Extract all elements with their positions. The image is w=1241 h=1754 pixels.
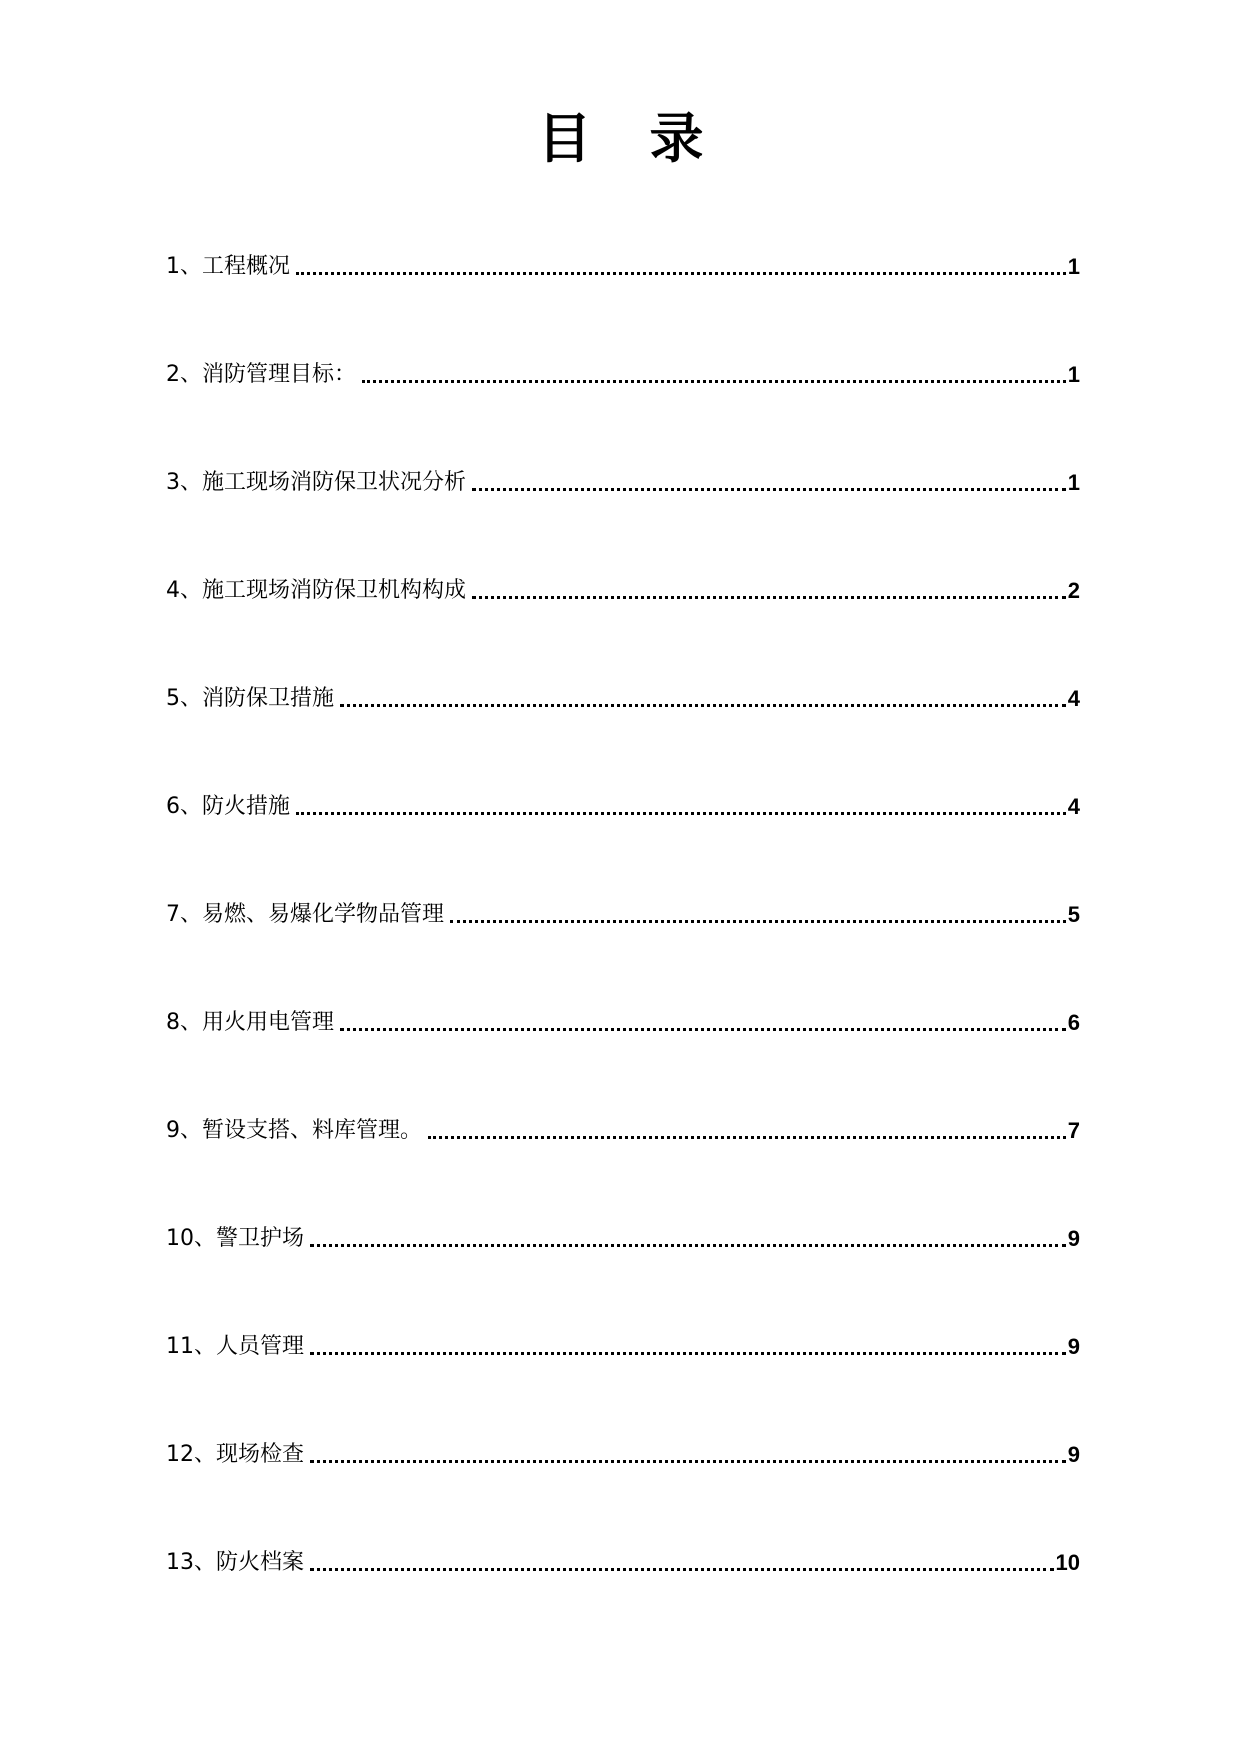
toc-label: 3、施工现场消防保卫状况分析	[166, 470, 466, 495]
toc-page-number: 1	[1067, 470, 1080, 495]
toc-entry-11[interactable]	[166, 1332, 1080, 1440]
toc-entry-6[interactable]	[166, 792, 1080, 900]
toc-label: 13、防火档案	[166, 1550, 304, 1575]
toc-entry-12[interactable]	[166, 1440, 1080, 1548]
toc-leader-dots	[310, 1224, 1066, 1247]
toc-page-number: 1	[1067, 254, 1080, 279]
toc-entry-10[interactable]	[166, 1224, 1080, 1332]
toc-label: 8、用火用电管理	[166, 1010, 334, 1035]
toc-label: 12、现场检查	[166, 1442, 304, 1467]
toc-label: 7、易燃、易爆化学物品管理	[166, 902, 444, 927]
toc-label: 4、施工现场消防保卫机构构成	[166, 578, 466, 603]
toc-label: 5、消防保卫措施	[166, 686, 334, 711]
toc-page-number: 4	[1067, 794, 1080, 819]
toc-entry-8[interactable]	[166, 1008, 1080, 1116]
toc-page-number: 5	[1067, 902, 1080, 927]
toc-leader-dots	[450, 900, 1066, 923]
toc-leader-dots	[428, 1116, 1066, 1139]
toc-page-number: 7	[1067, 1118, 1080, 1143]
toc-label: 11、人员管理	[166, 1334, 304, 1359]
title-char-2: 录	[649, 107, 704, 170]
toc-page-number: 9	[1067, 1442, 1080, 1467]
page-title	[0, 107, 1241, 170]
toc-leader-dots	[472, 576, 1066, 599]
toc-page-number: 1	[1067, 362, 1080, 387]
toc-leader-dots	[310, 1332, 1066, 1355]
toc-entry-4[interactable]	[166, 576, 1080, 684]
toc-label: 1、工程概况	[166, 254, 290, 279]
toc-page-number: 10	[1055, 1550, 1080, 1575]
toc-label: 6、防火措施	[166, 794, 290, 819]
toc-label: 2、消防管理目标：	[166, 362, 356, 387]
toc-page-number: 9	[1067, 1334, 1080, 1359]
toc-entry-7[interactable]	[166, 900, 1080, 1008]
toc-leader-dots	[310, 1440, 1066, 1463]
toc-leader-dots	[340, 684, 1066, 707]
title-char-1: 目	[537, 107, 592, 170]
toc-page-number: 6	[1067, 1010, 1080, 1035]
toc-leader-dots	[296, 792, 1066, 815]
toc-leader-dots	[340, 1008, 1066, 1031]
toc-entry-13[interactable]	[166, 1548, 1080, 1656]
toc-entry-3[interactable]	[166, 468, 1080, 576]
toc-page-number: 2	[1067, 578, 1080, 603]
table-of-contents	[166, 252, 1080, 1656]
toc-leader-dots	[362, 360, 1066, 383]
toc-leader-dots	[310, 1548, 1054, 1571]
toc-entry-2[interactable]	[166, 360, 1080, 468]
toc-entry-9[interactable]	[166, 1116, 1080, 1224]
toc-leader-dots	[296, 252, 1066, 275]
toc-entry-5[interactable]	[166, 684, 1080, 792]
toc-entry-1[interactable]	[166, 252, 1080, 360]
toc-label: 10、警卫护场	[166, 1226, 304, 1251]
toc-label: 9、暂设支搭、料库管理。	[166, 1118, 422, 1143]
toc-leader-dots	[472, 468, 1066, 491]
toc-page-number: 9	[1067, 1226, 1080, 1251]
toc-page-number: 4	[1067, 686, 1080, 711]
